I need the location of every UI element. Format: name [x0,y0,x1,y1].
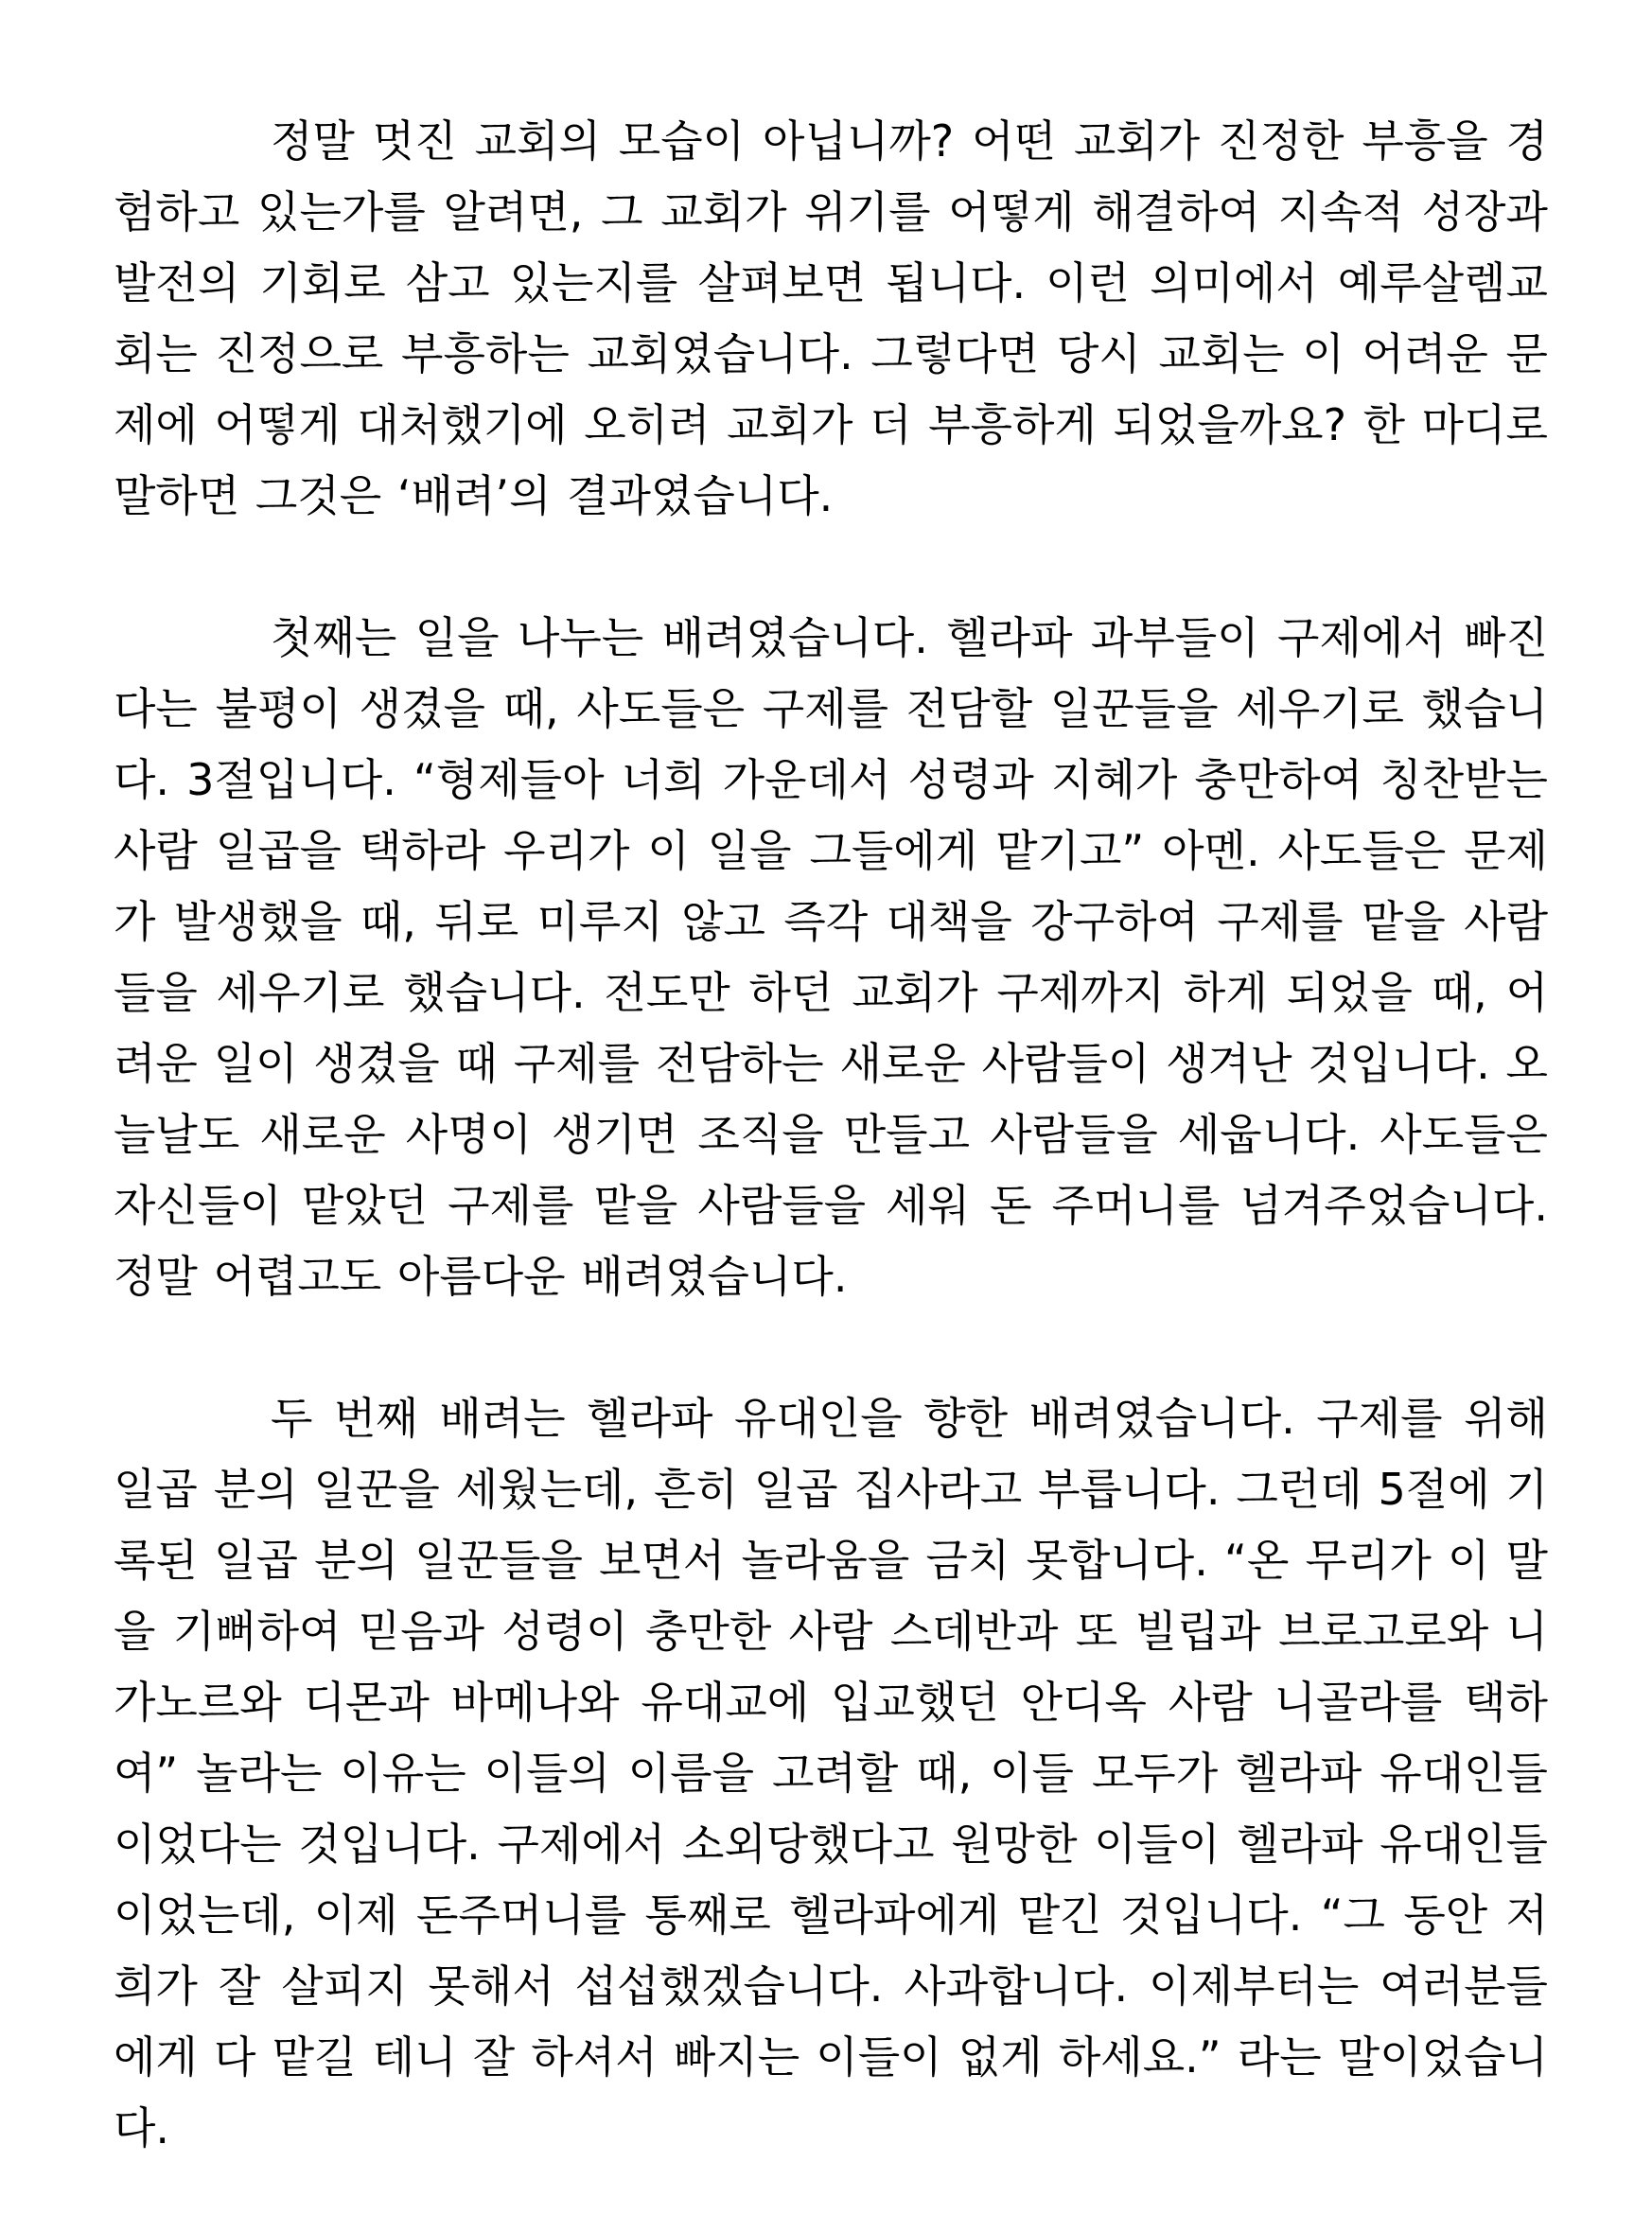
paragraph-second-consideration: 두 번째 배려는 헬라파 유대인을 향한 배려였습니다. 구제를 위해 일곱 분의 일꾼을 세웠는데, 흔히 일곱 집사라고 부릅니다. 그런데 5절에 기록된 일곱 분의 일꾼들을 보면서 놀라움을 금치 못합니다. “온 무리가 이 말을 기뻐하여 믿음과 성령이 충만한 사람 스데반과 또 빌립과 브로고로와 니가노르와 디몬과 바메나와 유대교에 입교했던 안디옥 사람 니골라를 택하여” 놀라는 이유는 이들의 이름을 고려할 때, 이들 모두가 헬라파 유대인들이었다는 것입니다. 구제에서 소외당했다고 원망한 이들이 헬라파 유대인들이었는데, 이제 돈주머니를 통째로 헬라파에게 맡긴 것입니다. “그 동안 저희가 잘 살피지 못해서 섭섭했겠습니다. 사과합니다. 이제부터는 여러분들에게 다 맡길 테니 잘 하셔서 빠지는 이들이 없게 하세요.” 라는 말이었습니다. [114,1393,1548,2153]
document-body [114,106,1548,2164]
paragraph-first-consideration: 첫째는 일을 나누는 배려였습니다. 헬라파 과부들이 구제에서 빠진다는 불평이 생겼을 때, 사도들은 구제를 전담할 일꾼들을 세우기로 했습니다. 3절입니다. “형제들아 너희 가운데서 성령과 지혜가 충만하여 칭찬받는 사람 일곱을 택하라 우리가 이 일을 그들에게 맡기고” 아멘. 사도들은 문제가 발생했을 때, 뒤로 미루지 않고 즉각 대책을 강구하여 구제를 맡을 사람들을 세우기로 했습니다. 전도만 하던 교회가 구제까지 하게 되었을 때, 어려운 일이 생겼을 때 구제를 전담하는 새로운 사람들이 생겨난 것입니다. 오늘날도 새로운 사명이 생기면 조직을 만들고 사람들을 세웁니다. 사도들은 자신들이 맡았던 구제를 맡을 사람들을 세워 돈 주머니를 넘겨주었습니다. 정말 어렵고도 아름다운 배려였습니다. [114,612,1548,1302]
paragraph-intro: 정말 멋진 교회의 모습이 아닙니까? 어떤 교회가 진정한 부흥을 경험하고 있는가를 알려면, 그 교회가 위기를 어떻게 해결하여 지속적 성장과 발전의 기회로 삼고 있는지를 살펴보면 됩니다. 이런 의미에서 예루살렘교회는 진정으로 부흥하는 교회였습니다. 그렇다면 당시 교회는 이 어려운 문제에 어떻게 대처했기에 오히려 교회가 더 부흥하게 되었을까요? 한 마디로 말하면 그것은 ‘배려’의 결과였습니다. [114,115,1548,521]
